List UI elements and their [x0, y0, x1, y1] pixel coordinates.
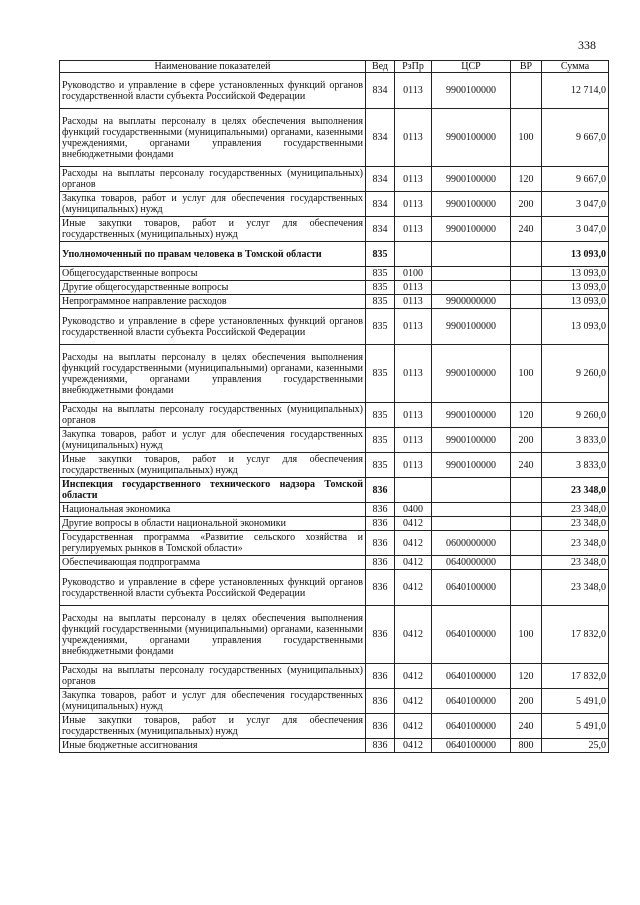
cell-rzpr: 0113: [395, 453, 432, 478]
cell-sum: 9 260,0: [542, 345, 609, 403]
table-row: [60, 689, 609, 714]
cell-vr: [511, 281, 542, 295]
cell-name: Расходы на выплаты персоналу в целях обеспечения выполнения функций государственными (муниципальными) органами, казенными учреждениями, органами управления государственными внебюджетными фондами: [60, 606, 366, 664]
header-sum: Сумма: [542, 61, 609, 73]
cell-vr: [511, 556, 542, 570]
header-name: Наименование показателей: [60, 61, 366, 73]
cell-sum: 9 667,0: [542, 109, 609, 167]
cell-vr: 240: [511, 217, 542, 242]
table-row: [60, 73, 609, 109]
cell-name: Уполномоченный по правам человека в Томской области: [60, 242, 366, 267]
cell-name: Закупка товаров, работ и услуг для обеспечения государственных (муниципальных) нужд: [60, 428, 366, 453]
cell-sum: 23 348,0: [542, 517, 609, 531]
cell-name: Обеспечивающая подпрограмма: [60, 556, 366, 570]
cell-sum: 23 348,0: [542, 503, 609, 517]
cell-csr: [432, 267, 511, 281]
cell-csr: 9900100000: [432, 73, 511, 109]
cell-csr: 0640100000: [432, 714, 511, 739]
cell-vr: 120: [511, 664, 542, 689]
cell-ved: 835: [366, 309, 395, 345]
cell-name: Общегосударственные вопросы: [60, 267, 366, 281]
cell-csr: 9900100000: [432, 345, 511, 403]
header-ved: Вед: [366, 61, 395, 73]
cell-name: Расходы на выплаты персоналу в целях обеспечения выполнения функций государственными (муниципальными) органами, казенными учреждениями, органами управления государственными внебюджетными фондами: [60, 345, 366, 403]
cell-vr: [511, 570, 542, 606]
cell-sum: 25,0: [542, 739, 609, 753]
cell-sum: 3 833,0: [542, 428, 609, 453]
cell-rzpr: 0412: [395, 531, 432, 556]
table-body: [60, 73, 609, 753]
cell-sum: 12 714,0: [542, 73, 609, 109]
cell-vr: [511, 478, 542, 503]
cell-name: Иные закупки товаров, работ и услуг для обеспечения государственных (муниципальных) нужд: [60, 217, 366, 242]
cell-ved: 835: [366, 345, 395, 403]
cell-rzpr: 0113: [395, 109, 432, 167]
table-row: [60, 606, 609, 664]
table-row: [60, 403, 609, 428]
cell-csr: 0640100000: [432, 664, 511, 689]
cell-ved: 836: [366, 714, 395, 739]
cell-sum: 9 260,0: [542, 403, 609, 428]
cell-csr: 9900100000: [432, 217, 511, 242]
cell-vr: 120: [511, 167, 542, 192]
cell-vr: [511, 503, 542, 517]
cell-rzpr: 0412: [395, 739, 432, 753]
budget-table: [59, 60, 609, 753]
cell-csr: 0640100000: [432, 606, 511, 664]
cell-csr: 0600000000: [432, 531, 511, 556]
table-row: [60, 453, 609, 478]
cell-vr: [511, 73, 542, 109]
cell-vr: [511, 517, 542, 531]
cell-sum: 23 348,0: [542, 531, 609, 556]
cell-name: Инспекция государственного технического надзора Томской области: [60, 478, 366, 503]
cell-sum: 17 832,0: [542, 664, 609, 689]
cell-name: Национальная экономика: [60, 503, 366, 517]
cell-name: Иные закупки товаров, работ и услуг для обеспечения государственных (муниципальных) нужд: [60, 714, 366, 739]
table-row: [60, 167, 609, 192]
cell-ved: 836: [366, 556, 395, 570]
table-row: [60, 570, 609, 606]
cell-csr: 9900100000: [432, 309, 511, 345]
table-header-row: [60, 61, 609, 73]
cell-vr: [511, 309, 542, 345]
cell-csr: 0640100000: [432, 689, 511, 714]
table-row: [60, 478, 609, 503]
cell-rzpr: 0113: [395, 428, 432, 453]
cell-ved: 835: [366, 403, 395, 428]
cell-sum: 23 348,0: [542, 556, 609, 570]
table-row: [60, 714, 609, 739]
cell-vr: 100: [511, 345, 542, 403]
cell-ved: 836: [366, 606, 395, 664]
cell-rzpr: 0412: [395, 664, 432, 689]
cell-vr: 120: [511, 403, 542, 428]
table-row: [60, 517, 609, 531]
cell-name: Расходы на выплаты персоналу в целях обеспечения выполнения функций государственными (муниципальными) органами, казенными учреждениями, органами управления государственными внебюджетными фондами: [60, 109, 366, 167]
cell-ved: 836: [366, 503, 395, 517]
cell-vr: 240: [511, 453, 542, 478]
cell-name: Иные бюджетные ассигнования: [60, 739, 366, 753]
cell-ved: 834: [366, 73, 395, 109]
cell-vr: [511, 267, 542, 281]
cell-vr: [511, 242, 542, 267]
cell-name: Руководство и управление в сфере установленных функций органов государственной власти субъекта Российской Федерации: [60, 73, 366, 109]
cell-vr: 200: [511, 192, 542, 217]
cell-name: Руководство и управление в сфере установленных функций органов государственной власти субъекта Российской Федерации: [60, 309, 366, 345]
cell-ved: 834: [366, 109, 395, 167]
cell-ved: 835: [366, 267, 395, 281]
cell-rzpr: 0113: [395, 167, 432, 192]
cell-rzpr: 0100: [395, 267, 432, 281]
cell-ved: 836: [366, 739, 395, 753]
table-row: [60, 192, 609, 217]
cell-ved: 834: [366, 167, 395, 192]
cell-csr: 9900100000: [432, 453, 511, 478]
cell-ved: 835: [366, 281, 395, 295]
cell-ved: 836: [366, 570, 395, 606]
cell-name: Непрограммное направление расходов: [60, 295, 366, 309]
table-row: [60, 281, 609, 295]
cell-ved: 836: [366, 689, 395, 714]
cell-ved: 834: [366, 217, 395, 242]
header-rzpr: РзПр: [395, 61, 432, 73]
cell-rzpr: 0400: [395, 503, 432, 517]
cell-rzpr: 0113: [395, 192, 432, 217]
table-row: [60, 242, 609, 267]
cell-sum: 13 093,0: [542, 295, 609, 309]
cell-vr: [511, 531, 542, 556]
header-csr: ЦСР: [432, 61, 511, 73]
cell-vr: [511, 295, 542, 309]
cell-sum: 3 047,0: [542, 192, 609, 217]
cell-vr: 800: [511, 739, 542, 753]
cell-csr: [432, 281, 511, 295]
table-row: [60, 109, 609, 167]
cell-rzpr: 0412: [395, 714, 432, 739]
cell-rzpr: 0113: [395, 309, 432, 345]
cell-sum: 3 047,0: [542, 217, 609, 242]
header-vr: ВР: [511, 61, 542, 73]
table-row: [60, 217, 609, 242]
cell-vr: 200: [511, 689, 542, 714]
cell-sum: 13 093,0: [542, 267, 609, 281]
cell-ved: 836: [366, 517, 395, 531]
cell-rzpr: 0113: [395, 217, 432, 242]
cell-vr: 200: [511, 428, 542, 453]
cell-csr: [432, 478, 511, 503]
cell-sum: 13 093,0: [542, 281, 609, 295]
cell-ved: 835: [366, 295, 395, 309]
cell-csr: 9900100000: [432, 167, 511, 192]
table-row: [60, 531, 609, 556]
cell-ved: 836: [366, 664, 395, 689]
table-row: [60, 556, 609, 570]
cell-csr: 0640100000: [432, 570, 511, 606]
cell-csr: [432, 242, 511, 267]
cell-sum: 23 348,0: [542, 478, 609, 503]
cell-rzpr: 0412: [395, 517, 432, 531]
table-row: [60, 739, 609, 753]
cell-rzpr: 0412: [395, 689, 432, 714]
cell-vr: 240: [511, 714, 542, 739]
table-row: [60, 664, 609, 689]
page-number: 338: [578, 38, 596, 52]
cell-sum: 23 348,0: [542, 570, 609, 606]
cell-csr: 9900100000: [432, 192, 511, 217]
cell-rzpr: 0412: [395, 606, 432, 664]
cell-name: Закупка товаров, работ и услуг для обеспечения государственных (муниципальных) нужд: [60, 192, 366, 217]
cell-rzpr: 0113: [395, 281, 432, 295]
cell-ved: 835: [366, 428, 395, 453]
cell-name: Расходы на выплаты персоналу государственных (муниципальных) органов: [60, 664, 366, 689]
cell-name: Расходы на выплаты персоналу государственных (муниципальных) органов: [60, 167, 366, 192]
cell-sum: 5 491,0: [542, 714, 609, 739]
cell-csr: 9900100000: [432, 109, 511, 167]
cell-rzpr: 0113: [395, 403, 432, 428]
cell-sum: 5 491,0: [542, 689, 609, 714]
cell-vr: 100: [511, 109, 542, 167]
cell-csr: 9900100000: [432, 403, 511, 428]
cell-vr: 100: [511, 606, 542, 664]
table-row: [60, 428, 609, 453]
cell-rzpr: 0113: [395, 295, 432, 309]
cell-csr: 0640100000: [432, 739, 511, 753]
cell-name: Закупка товаров, работ и услуг для обеспечения государственных (муниципальных) нужд: [60, 689, 366, 714]
cell-ved: 836: [366, 531, 395, 556]
table-row: [60, 295, 609, 309]
cell-name: Руководство и управление в сфере установленных функций органов государственной власти субъекта Российской Федерации: [60, 570, 366, 606]
cell-sum: 13 093,0: [542, 242, 609, 267]
cell-name: Государственная программа «Развитие сельского хозяйства и регулируемых рынков в Томской области»: [60, 531, 366, 556]
cell-rzpr: [395, 478, 432, 503]
cell-ved: 834: [366, 192, 395, 217]
cell-csr: 9900000000: [432, 295, 511, 309]
cell-ved: 835: [366, 453, 395, 478]
cell-name: Расходы на выплаты персоналу государственных (муниципальных) органов: [60, 403, 366, 428]
cell-ved: 835: [366, 242, 395, 267]
cell-rzpr: [395, 242, 432, 267]
cell-rzpr: 0113: [395, 345, 432, 403]
cell-csr: 9900100000: [432, 428, 511, 453]
cell-name: Другие вопросы в области национальной экономики: [60, 517, 366, 531]
table-row: [60, 503, 609, 517]
cell-sum: 3 833,0: [542, 453, 609, 478]
cell-sum: 9 667,0: [542, 167, 609, 192]
table-row: [60, 309, 609, 345]
cell-csr: [432, 503, 511, 517]
cell-ved: 836: [366, 478, 395, 503]
cell-rzpr: 0113: [395, 73, 432, 109]
cell-name: Иные закупки товаров, работ и услуг для обеспечения государственных (муниципальных) нужд: [60, 453, 366, 478]
cell-sum: 17 832,0: [542, 606, 609, 664]
cell-csr: 0640000000: [432, 556, 511, 570]
cell-sum: 13 093,0: [542, 309, 609, 345]
cell-csr: [432, 517, 511, 531]
cell-rzpr: 0412: [395, 570, 432, 606]
cell-name: Другие общегосударственные вопросы: [60, 281, 366, 295]
table-row: [60, 267, 609, 281]
cell-rzpr: 0412: [395, 556, 432, 570]
table-row: [60, 345, 609, 403]
